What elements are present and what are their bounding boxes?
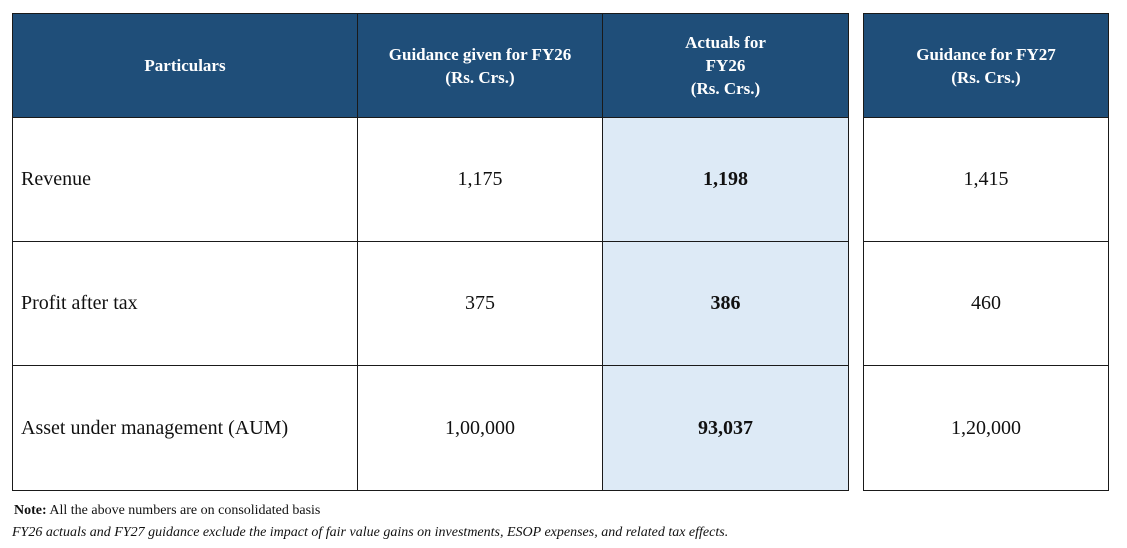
cell-guidance-fy26: 1,175 [358, 118, 603, 242]
header-row [864, 14, 1109, 118]
row-label-aum: Asset under management (AUM) [13, 366, 358, 491]
table-row [864, 242, 1109, 366]
cell-guidance-fy26: 375 [358, 242, 603, 366]
cell-actuals-fy26: 93,037 [603, 366, 849, 491]
header-actuals-fy26: Actuals for FY26 (Rs. Crs.) [603, 14, 849, 118]
header-row [13, 14, 849, 118]
note-text: All the above numbers are on consolidated basis [46, 503, 321, 518]
table-row [864, 366, 1109, 491]
header-particulars: Particulars [13, 14, 358, 118]
footnote: FY26 actuals and FY27 guidance exclude the impact of fair value gains on investments, ESOP expenses, and related tax effects. [12, 525, 729, 540]
header-guidance-fy27: Guidance for FY27 (Rs. Crs.) [864, 14, 1109, 118]
table-row [13, 118, 849, 242]
cell-guidance-fy27: 460 [864, 242, 1109, 366]
guidance-table [12, 13, 849, 491]
cell-actuals-fy26: 386 [603, 242, 849, 366]
cell-actuals-fy26: 1,198 [603, 118, 849, 242]
row-label-pat: Profit after tax [13, 242, 358, 366]
table-row [13, 242, 849, 366]
header-guidance-fy26: Guidance given for FY26 (Rs. Crs.) [358, 14, 603, 118]
table-row [13, 366, 849, 491]
table-row [864, 118, 1109, 242]
cell-guidance-fy27: 1,20,000 [864, 366, 1109, 491]
note-label: Note: [14, 503, 47, 518]
note [14, 503, 320, 519]
cell-guidance-fy26: 1,00,000 [358, 366, 603, 491]
row-label-revenue: Revenue [13, 118, 358, 242]
guidance-fy27-table [863, 13, 1109, 491]
cell-guidance-fy27: 1,415 [864, 118, 1109, 242]
